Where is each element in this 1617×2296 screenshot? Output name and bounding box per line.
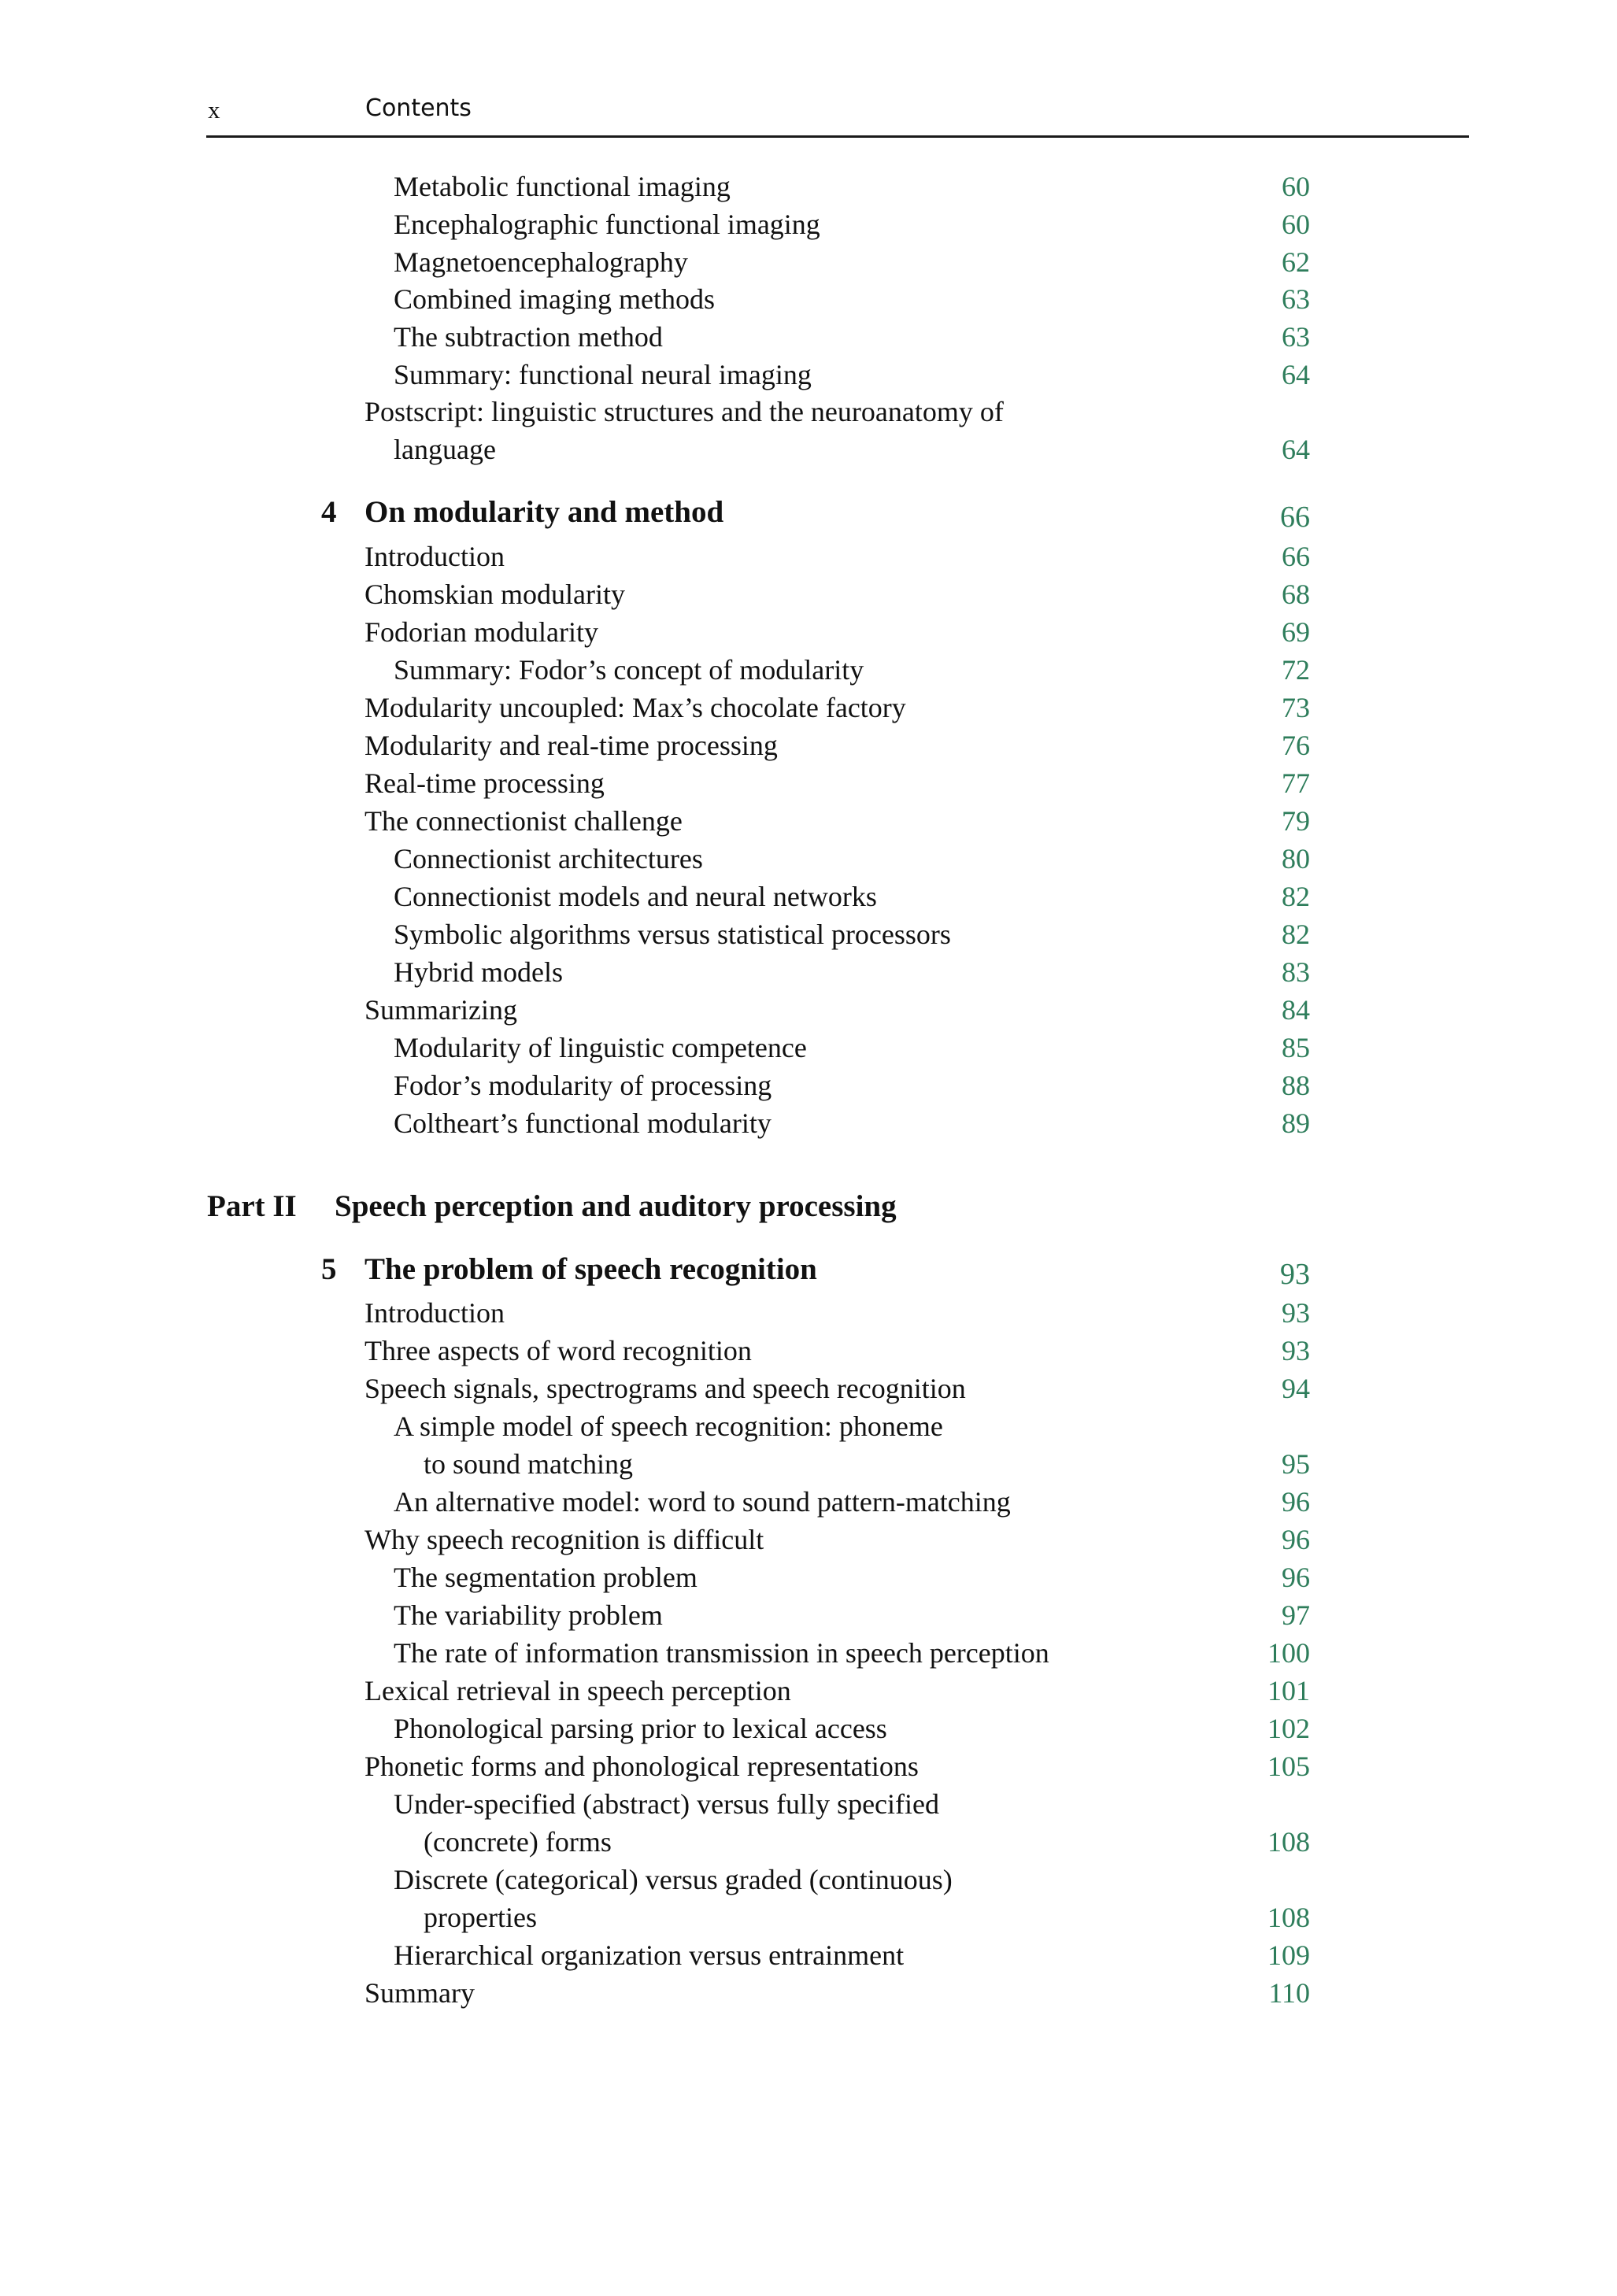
toc-entry-title: Encephalographic functional imaging (394, 209, 820, 240)
toc-entry (0, 652, 1617, 688)
toc-entry (0, 954, 1617, 990)
toc-page-number: 96 (1282, 1562, 1310, 1593)
toc-entry-title: Magnetoencephalography (394, 246, 688, 278)
toc-entry-title: The subtraction method (394, 321, 663, 353)
toc-entry (0, 1484, 1617, 1520)
chapter-heading (0, 494, 1617, 534)
toc-entry (0, 1030, 1617, 1066)
toc-entry-title: (concrete) forms (424, 1826, 612, 1858)
toc-entry (0, 1067, 1617, 1104)
page-folio: x (208, 96, 220, 124)
toc-entry-title: Modularity and real-time processing (364, 730, 778, 761)
toc-page-number: 101 (1267, 1675, 1310, 1706)
toc-page-number: 85 (1282, 1032, 1310, 1063)
chapter-heading (0, 1252, 1617, 1291)
toc-page-number: 97 (1282, 1599, 1310, 1631)
toc-page-number: 108 (1267, 1902, 1310, 1933)
chapter-number: 4 (321, 495, 337, 529)
toc-entry-title: Summarizing (364, 994, 517, 1026)
toc-page-number: 93 (1282, 1335, 1310, 1366)
part-title: Speech perception and auditory processing (335, 1189, 897, 1223)
toc-entry (0, 1824, 1617, 1860)
toc-entry (0, 1635, 1617, 1671)
toc-entry (0, 281, 1617, 317)
toc-page-number: 109 (1267, 1939, 1310, 1971)
toc-entry-title: Summary: Fodor’s concept of modularity (394, 654, 864, 686)
toc-entry (0, 878, 1617, 915)
toc-page-number: 77 (1282, 767, 1310, 799)
toc-entry-title: The segmentation problem (394, 1562, 697, 1593)
toc-page-number: 66 (1282, 541, 1310, 572)
toc-entry (0, 614, 1617, 650)
toc-entry (0, 1862, 1617, 1898)
toc-entry-title: Real-time processing (364, 767, 605, 799)
toc-entry-title: Lexical retrieval in speech perception (364, 1675, 791, 1706)
toc-page-number: 88 (1282, 1070, 1310, 1101)
toc-page-number: 66 (1280, 501, 1310, 534)
toc-page-number: 93 (1282, 1297, 1310, 1329)
toc-entry (0, 576, 1617, 612)
toc-page-number: 72 (1282, 654, 1310, 686)
toc-entry (0, 1408, 1617, 1444)
toc-entry-title: Symbolic algorithms versus statistical processors (394, 919, 951, 950)
toc-page-number: 80 (1282, 843, 1310, 874)
toc-entry-title: Connectionist models and neural networks (394, 881, 877, 912)
toc-entry (0, 727, 1617, 763)
toc-page-number: 63 (1282, 283, 1310, 315)
toc-entry (0, 319, 1617, 355)
toc-page-number: 100 (1267, 1637, 1310, 1669)
toc-entry (0, 1333, 1617, 1369)
toc-entry-title: Summary (364, 1977, 475, 2009)
toc-entry (0, 538, 1617, 575)
toc-page-number: 63 (1282, 321, 1310, 353)
toc-entry (0, 206, 1617, 242)
toc-entry-title: Phonological parsing prior to lexical access (394, 1713, 887, 1744)
toc-page-number: 73 (1282, 692, 1310, 723)
toc-entry-title: Postscript: linguistic structures and the neuroanatomy of (364, 396, 1004, 427)
toc-page-number: 94 (1282, 1373, 1310, 1404)
toc-entry (0, 1370, 1617, 1407)
toc-entry (0, 1295, 1617, 1331)
toc-page-number: 110 (1268, 1977, 1310, 2009)
toc-entry-title: Fodor’s modularity of processing (394, 1070, 772, 1101)
toc-entry (0, 1559, 1617, 1595)
toc-entry-title: Connectionist architectures (394, 843, 703, 874)
toc-entry-title: Discrete (categorical) versus graded (continuous) (394, 1864, 953, 1895)
toc-entry-title: Modularity uncoupled: Max’s chocolate factory (364, 692, 906, 723)
toc-entry (0, 1521, 1617, 1558)
toc-entry (0, 1975, 1617, 2011)
toc-entry (0, 765, 1617, 801)
toc-page-number: 60 (1282, 209, 1310, 240)
toc-entry (0, 916, 1617, 952)
toc-page-number: 60 (1282, 171, 1310, 202)
toc-entry-title: Coltheart’s functional modularity (394, 1107, 771, 1139)
part-heading (0, 1189, 1617, 1225)
toc-entry-title: Introduction (364, 541, 505, 572)
toc-entry-title: Phonetic forms and phonological representations (364, 1751, 919, 1782)
part-label: Part II (207, 1189, 297, 1223)
toc-entry-title: The connectionist challenge (364, 805, 683, 837)
toc-entry-title: Summary: functional neural imaging (394, 359, 812, 390)
toc-entry-title: An alternative model: word to sound pattern-matching (394, 1486, 1011, 1518)
toc-page-number: 93 (1280, 1258, 1310, 1291)
toc-page-number: 96 (1282, 1486, 1310, 1518)
toc-page-number: 102 (1267, 1713, 1310, 1744)
toc-entry (0, 1937, 1617, 1973)
toc-page-number: 64 (1282, 434, 1310, 465)
toc-page-number: 82 (1282, 881, 1310, 912)
toc-entry-title: Fodorian modularity (364, 616, 598, 648)
toc-entry (0, 394, 1617, 430)
toc-entry-title: language (394, 434, 496, 465)
toc-entry-title: Combined imaging methods (394, 283, 715, 315)
toc-entry-title: The variability problem (394, 1599, 663, 1631)
toc-entry (0, 690, 1617, 726)
toc-page-number: 64 (1282, 359, 1310, 390)
toc-entry (0, 168, 1617, 205)
toc-entry (0, 1105, 1617, 1141)
toc-entry (0, 1899, 1617, 1936)
toc-entry-title: Hierarchical organization versus entrainment (394, 1939, 905, 1971)
toc-entry (0, 357, 1617, 393)
toc-entry (0, 1786, 1617, 1822)
toc-page-number: 105 (1267, 1751, 1310, 1782)
toc-page-number: 89 (1282, 1107, 1310, 1139)
toc-page-number: 62 (1282, 246, 1310, 278)
running-head-title: Contents (365, 94, 472, 122)
toc-entry (0, 992, 1617, 1028)
toc-entry-title: Three aspects of word recognition (364, 1335, 752, 1366)
toc-entry-title: Modularity of linguistic competence (394, 1032, 807, 1063)
toc-entry (0, 431, 1617, 468)
toc-entry (0, 803, 1617, 839)
toc-entry (0, 1597, 1617, 1633)
toc-page-number: 68 (1282, 579, 1310, 610)
toc-entry-title: Chomskian modularity (364, 579, 625, 610)
toc-entry-title: A simple model of speech recognition: phoneme (394, 1411, 943, 1442)
toc-page-number: 82 (1282, 919, 1310, 950)
toc-entry-title: Introduction (364, 1297, 505, 1329)
toc-entry (0, 1710, 1617, 1747)
toc-entry-title: to sound matching (424, 1448, 633, 1480)
toc-page-number: 84 (1282, 994, 1310, 1026)
toc-entry (0, 1673, 1617, 1709)
running-header (206, 88, 1469, 138)
chapter-title: On modularity and method (364, 495, 724, 529)
toc-page-number: 83 (1282, 956, 1310, 988)
toc-page-number: 79 (1282, 805, 1310, 837)
toc-entry-title: Hybrid models (394, 956, 563, 988)
toc-entry-title: Why speech recognition is difficult (364, 1524, 764, 1555)
toc-page-number: 96 (1282, 1524, 1310, 1555)
toc-entry (0, 1446, 1617, 1482)
toc-page-number: 108 (1267, 1826, 1310, 1858)
toc-page-number: 76 (1282, 730, 1310, 761)
toc-entry-title: The rate of information transmission in speech perception (394, 1637, 1049, 1669)
toc-entry (0, 1748, 1617, 1784)
toc-page-number: 95 (1282, 1448, 1310, 1480)
toc-entry-title: Speech signals, spectrograms and speech recognition (364, 1373, 966, 1404)
chapter-title: The problem of speech recognition (364, 1252, 817, 1286)
toc-entry-title: Under-specified (abstract) versus fully specified (394, 1788, 939, 1820)
toc-entry-title: Metabolic functional imaging (394, 171, 731, 202)
toc-entry (0, 244, 1617, 280)
toc-entry-title: properties (424, 1902, 537, 1933)
toc-entry (0, 841, 1617, 877)
chapter-number: 5 (321, 1252, 337, 1286)
toc-page-number: 69 (1282, 616, 1310, 648)
